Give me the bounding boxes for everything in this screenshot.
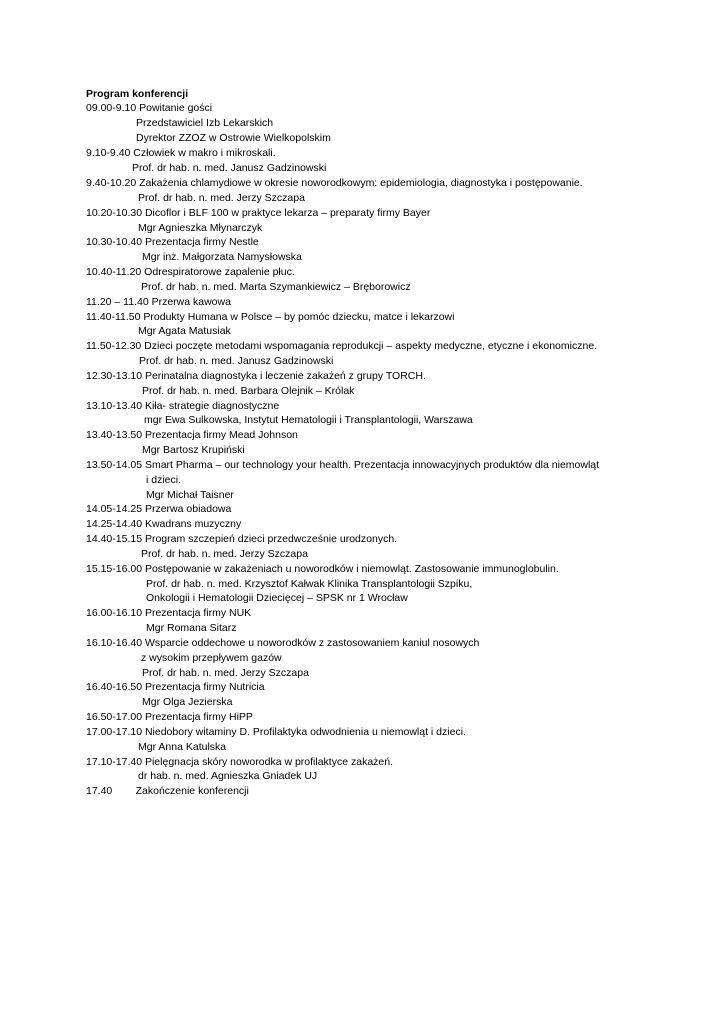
- program-line: 16.00-16.10 Prezentacja firmy NUK: [86, 607, 252, 619]
- program-line: dr hab. n. med. Agnieszka Gniadek UJ: [138, 770, 318, 782]
- program-line: mgr Ewa Sulkowska, Instytut Hematologii i Transplantologii, Warszawa: [144, 414, 473, 426]
- program-line: Mgr Olga Jezierska: [142, 696, 233, 708]
- program-line: 10.20-10.30 Dicoflor i BLF 100 w praktyce lekarza – preparaty firmy Bayer: [86, 207, 431, 219]
- program-line: Prof. dr hab. n. med. Jerzy Szczapa: [141, 548, 308, 560]
- program-line: Mgr Michał Taisner: [146, 489, 234, 501]
- program-line: Prof. dr hab. n. med. Barbara Olejnik – Królak: [142, 385, 355, 397]
- program-line: z wysokim przepływem gazów: [141, 652, 282, 664]
- program-line: 09.00-9.10 Powitanie gości: [86, 102, 213, 114]
- document-title: Program konferencji: [86, 88, 189, 100]
- program-line: Prof. dr hab. n. med. Jerzy Szczapa: [138, 192, 305, 204]
- program-line: 16.40-16.50 Prezentacja firmy Nutricia: [86, 681, 265, 693]
- program-line: Prof. dr hab. n. med. Marta Szymankiewicz – Bręborowicz: [141, 281, 411, 293]
- program-line: 16.10-16.40 Wsparcie oddechowe u noworodków z zastosowaniem kaniul nosowych: [86, 637, 480, 649]
- program-line: Prof. dr hab. n. med. Janusz Gadzinowski: [132, 162, 327, 174]
- program-line: 12.30-13.10 Perinatalna diagnostyka i leczenie zakażeń z grupy TORCH.: [86, 370, 426, 382]
- program-line: 13.10-13.40 Kiła- strategie diagnostyczne: [86, 400, 280, 412]
- program-line: Mgr Anna Katulska: [138, 741, 227, 753]
- program-line: 17.00-17.10 Niedobory witaminy D. Profilaktyka odwodnienia u niemowląt i dzieci.: [86, 726, 466, 738]
- program-line: Prof. dr hab. n. med. Jerzy Szczapa: [142, 667, 309, 679]
- program-line: 11.40-11.50 Produkty Humana w Polsce – by pomóc dziecku, matce i lekarzowi: [86, 311, 455, 323]
- program-line: 17.10-17.40 Pielęgnacja skóry noworodka w profilaktyce zakażeń.: [86, 756, 394, 768]
- program-line: 9.10-9.40 Człowiek w makro i mikroskali.: [86, 147, 276, 159]
- program-line: Mgr Bartosz Krupiński: [142, 444, 245, 456]
- program-line: Onkologii i Hematologii Dziecięcej – SPSK nr 1 Wrocław: [146, 592, 408, 604]
- program-line: Dyrektor ZZOZ w Ostrowie Wielkopolskim: [136, 132, 331, 144]
- program-line: 14.25-14.40 Kwadrans muzyczny: [86, 518, 242, 530]
- program-line: 9.40-10.20 Zakażenia chlamydiowe w okresie noworodkowym: epidemiologia, diagnostyka i postępowanie.: [86, 177, 583, 189]
- program-line: i dzieci.: [146, 474, 182, 486]
- program-line: 14.05-14.25 Przerwa obiadowa: [86, 503, 232, 515]
- program-line: Mgr Agnieszka Młynarczyk: [138, 222, 263, 234]
- program-line: 10.40-11.20 Odrespiratorowe zapalenie płuc.: [86, 266, 295, 278]
- program-line: Prof. dr hab. n. med. Janusz Gadzinowski: [139, 355, 334, 367]
- program-line: 11.50-12.30 Dzieci poczęte metodami wspomagania reprodukcji – aspekty medyczne, etyczne i ekonomiczne.: [86, 340, 598, 352]
- program-line: Mgr inż. Małgorzata Namysłowska: [142, 251, 302, 263]
- program-line: Mgr Agata Matusiak: [138, 325, 231, 337]
- program-line: 13.40-13.50 Prezentacja firmy Mead Johnson: [86, 429, 298, 441]
- program-line: 14.40-15.15 Program szczepień dzieci przedwcześnie urodzonych.: [86, 533, 398, 545]
- program-line: 17.40 Zakończenie konferencji: [86, 785, 249, 797]
- program-line: Przedstawiciel Izb Lekarskich: [136, 117, 274, 129]
- program-line: 11.20 – 11.40 Przerwa kawowa: [86, 296, 231, 308]
- program-line: 10.30-10.40 Prezentacja firmy Nestle: [86, 236, 259, 248]
- program-line: Prof. dr hab. n. med. Krzysztof Kałwak Klinika Transplantologii Szpiku,: [146, 578, 473, 590]
- program-line: 16.50-17.00 Prezentacja firmy HiPP: [86, 711, 253, 723]
- program-line: 15.15-16.00 Postępowanie w zakażeniach u noworodków i niemowląt. Zastosowanie immunoglobulin.: [86, 563, 559, 575]
- program-line: 13.50-14.05 Smart Pharma – our technology your health. Prezentacja innowacyjnych produktów dla niemowląt: [86, 459, 600, 471]
- program-line: Mgr Romana Sitarz: [146, 622, 237, 634]
